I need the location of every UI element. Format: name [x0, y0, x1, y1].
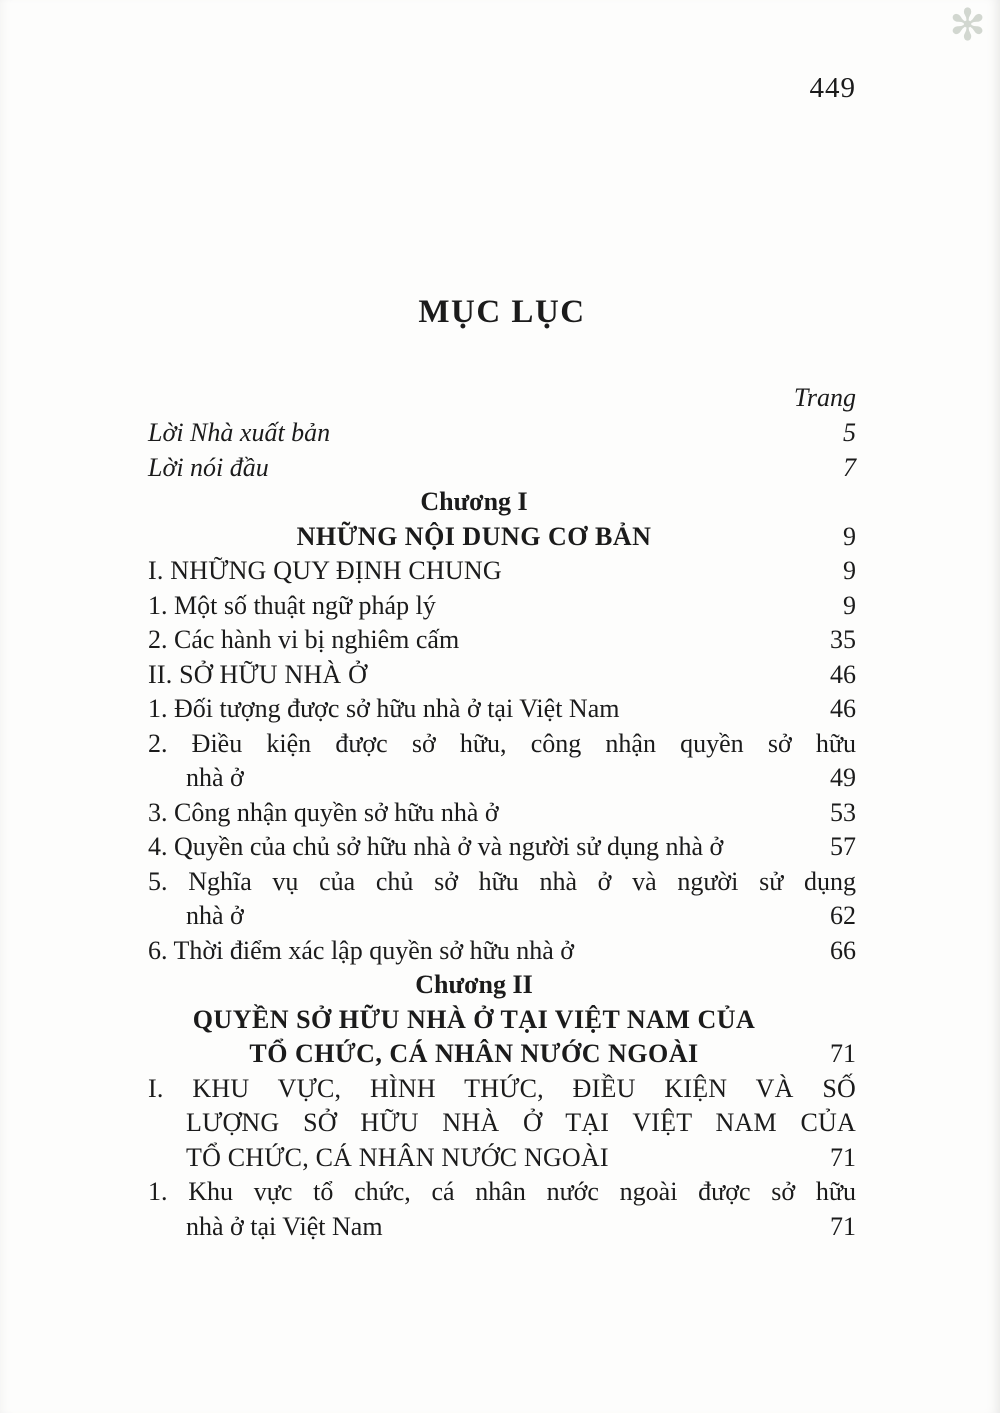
toc-entry-line: 4. Quyền của chủ sở hữu nhà ở và người sử dụng nhà ở	[148, 832, 724, 861]
toc-entry-line: Lời Nhà xuất bản	[148, 418, 331, 447]
toc-entry-line: Chương I	[420, 487, 528, 516]
toc-entry-line: 2. Điều kiện được sở hữu, công nhận quyền sở hữu	[148, 728, 856, 758]
toc-entry-page: 9	[843, 556, 856, 585]
toc-entry-page: 46	[830, 694, 856, 723]
toc-entry-line: 1. Khu vực tổ chức, cá nhân nước ngoài được sở hữu	[148, 1177, 856, 1206]
toc-entry-page: 62	[830, 901, 856, 930]
toc-entry-line: nhà ở	[186, 763, 244, 792]
toc-entry-page: 9	[843, 521, 856, 551]
toc-entry-page: 53	[830, 797, 856, 827]
toc-entry-line: 3. Công nhận quyền sở hữu nhà ở	[148, 797, 499, 827]
toc-entry-page: 49	[830, 763, 856, 792]
toc-entry	[148, 692, 856, 727]
toc-entry-page: 46	[830, 659, 856, 689]
toc-entry-page: 5	[843, 418, 856, 447]
toc-entry-line: 1. Đối tượng được sở hữu nhà ở tại Việt Nam	[148, 694, 620, 723]
toc-entry	[148, 830, 856, 865]
toc-entry	[148, 416, 856, 451]
toc-entry-line: 1. Một số thuật ngữ pháp lý	[148, 590, 436, 620]
toc-entry	[148, 934, 856, 969]
toc-entry-line: I. KHU VỰC, HÌNH THỨC, ĐIỀU KIỆN VÀ SỐ	[148, 1073, 856, 1103]
toc-entry-page: 66	[830, 935, 856, 965]
toc-entry	[148, 1175, 856, 1244]
toc-entry	[148, 968, 856, 1003]
toc-entry-line: QUYỀN SỞ HỮU NHÀ Ở TẠI VIỆT NAM CỦA	[192, 1004, 756, 1034]
toc-entry-page: 7	[843, 452, 856, 482]
toc-entry	[148, 658, 856, 693]
toc-entry	[148, 727, 856, 796]
toc-entry-page: 71	[830, 1211, 856, 1241]
toc-entry-line: TỔ CHỨC, CÁ NHÂN NƯỚC NGOÀI	[186, 1142, 609, 1172]
toc-entry-line: TỔ CHỨC, CÁ NHÂN NƯỚC NGOÀI	[249, 1039, 699, 1068]
toc-entry-line: I. NHỮNG QUY ĐỊNH CHUNG	[148, 556, 502, 585]
page-column-header: Trang	[793, 383, 856, 412]
folio-page-number: 449	[809, 72, 856, 104]
toc-entry	[148, 485, 856, 520]
toc-entry	[148, 865, 856, 934]
toc-entry	[148, 554, 856, 589]
toc-entry-page: 9	[843, 590, 856, 620]
toc-entry-line: NHỮNG NỘI DUNG CƠ BẢN	[296, 521, 652, 551]
toc-entry-page: 57	[830, 832, 856, 861]
toc-entry	[148, 796, 856, 831]
toc-entry-line: nhà ở	[186, 901, 244, 930]
toc-entry-line: 6. Thời điểm xác lập quyền sở hữu nhà ở	[148, 935, 575, 965]
toc-entry-line: Chương II	[415, 970, 533, 999]
toc-entry-page: 71	[830, 1039, 856, 1068]
toc-entry	[148, 589, 856, 624]
toc-entry-line: 2. Các hành vi bị nghiêm cấm	[148, 625, 460, 654]
toc-entry-line: Lời nói đầu	[148, 452, 269, 482]
toc-entry	[148, 520, 856, 555]
toc-entry	[148, 1072, 856, 1176]
toc-entry	[148, 1003, 856, 1072]
flower-ornament-icon: ✻	[949, 1, 986, 50]
toc-list	[148, 416, 856, 1244]
toc-entry-line: II. SỞ HỮU NHÀ Ở	[148, 659, 368, 689]
toc-entry-page: 71	[830, 1142, 856, 1172]
toc-entry-line: 5. Nghĩa vụ của chủ sở hữu nhà ở và người sử dụng	[148, 866, 856, 896]
toc-entry	[148, 623, 856, 658]
toc-entry-line: LƯỢNG SỞ HỮU NHÀ Ở TẠI VIỆT NAM CỦA	[186, 1108, 856, 1137]
toc-title: MỤC LỤC	[418, 294, 586, 330]
toc-entry-page: 35	[830, 625, 856, 654]
toc-entry	[148, 451, 856, 486]
toc-entry-line: nhà ở tại Việt Nam	[186, 1211, 383, 1241]
